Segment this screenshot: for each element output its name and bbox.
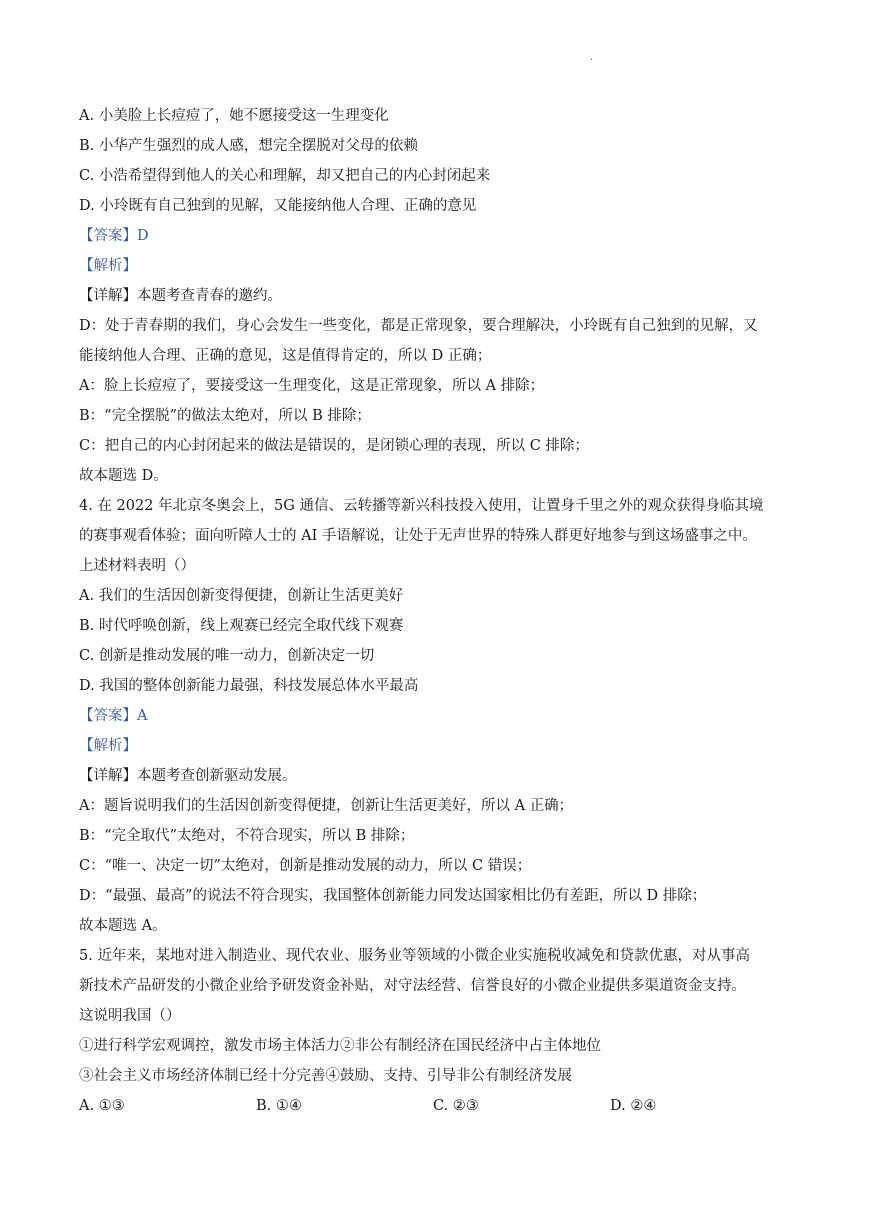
text-line: 能接纳他人合理、正确的意见，这是值得肯定的，所以 D 正确； (79, 348, 492, 364)
answer-option: A. ①③ (79, 1098, 125, 1114)
answer-options-row (79, 1091, 791, 1121)
text-line: A. 小美脸上长痘痘了，她不愿接受这一生理变化 (79, 108, 389, 124)
text-line: 4. 在 2022 年北京冬奥会上，5G 通信、云转播等新兴科技投入使用，让置身千里之外的观众获得身临其境 (79, 498, 764, 514)
text-line: 【解析】 (79, 738, 137, 754)
text-line: C：把自己的内心封闭起来的做法是错误的，是闭锁心理的表现，所以 C 排除； (79, 438, 589, 454)
text-line: 的赛事观看体验；面向听障人士的 AI 手语解说，让处于无声世界的特殊人群更好地参与到这场盛事之中。 (79, 528, 757, 544)
text-line: C. 创新是推动发展的唯一动力，创新决定一切 (79, 648, 375, 664)
text-line: 【详解】本题考查创新驱动发展。 (79, 768, 297, 784)
answer-option: C. ②③ (433, 1098, 479, 1114)
answer-option: B. ①④ (256, 1098, 302, 1114)
text-line: D. 小玲既有自己独到的见解，又能接纳他人合理、正确的意见 (79, 198, 477, 214)
text-line: 新技术产品研发的小微企业给予研发资金补贴，对守法经营、信誉良好的小微企业提供多渠道资金支持。 (79, 978, 746, 994)
text-line: C：“唯一、决定一切”太绝对，创新是推动发展的动力，所以 C 错误； (79, 858, 532, 874)
text-line: A：题旨说明我们的生活因创新变得便捷，创新让生活更美好，所以 A 正确； (79, 798, 574, 814)
text-line: A. 我们的生活因创新变得便捷，创新让生活更美好 (79, 588, 404, 604)
text-line: A：脸上长痘痘了，要接受这一生理变化，这是正常现象，所以 A 排除； (79, 378, 545, 394)
text-line: B. 时代呼唤创新，线上观赛已经完全取代线下观赛 (79, 618, 404, 634)
text-line: B：“完全取代”太绝对，不符合现实，所以 B 排除； (79, 828, 415, 844)
text-line: 这说明我国（） (79, 1008, 181, 1024)
document-body (79, 101, 791, 1121)
text-line: ③社会主义市场经济体制已经十分完善④鼓励、支持、引导非公有制经济发展 (79, 1068, 572, 1084)
text-line: 【答案】D (79, 228, 149, 244)
text-line: 上述材料表明（） (79, 558, 195, 574)
text-line: D：处于青春期的我们，身心会发生一些变化，都是正常现象，要合理解决，小玲既有自己独到的见解，又 (79, 318, 758, 334)
text-line: B：“完全摆脱”的做法太绝对，所以 B 排除； (79, 408, 371, 424)
text-line: D. 我国的整体创新能力最强，科技发展总体水平最高 (79, 678, 419, 694)
answer-option: D. ②④ (610, 1098, 657, 1114)
text-line: 故本题选 A。 (79, 918, 167, 934)
text-line: 故本题选 D。 (79, 468, 168, 484)
text-line: 【答案】A (79, 708, 148, 724)
text-line: 【解析】 (79, 258, 137, 274)
text-line: C. 小浩希望得到他人的关心和理解，却又把自己的内心封闭起来 (79, 168, 491, 184)
text-line: B. 小华产生强烈的成人感，想完全摆脱对父母的依赖 (79, 138, 418, 154)
text-line: 【详解】本题考查青春的邀约。 (79, 288, 282, 304)
text-line: D：“最强、最高”的说法不符合现实，我国整体创新能力同发达国家相比仍有差距，所以 D 排除； (79, 888, 707, 904)
text-line: 5. 近年来，某地对进入制造业、现代农业、服务业等领域的小微企业实施税收减免和贷款优惠，对从事高 (79, 948, 750, 964)
text-line: ①进行科学宏观调控，激发市场主体活力②非公有制经济在国民经济中占主体地位 (79, 1038, 601, 1054)
header-mark: . (590, 52, 594, 63)
